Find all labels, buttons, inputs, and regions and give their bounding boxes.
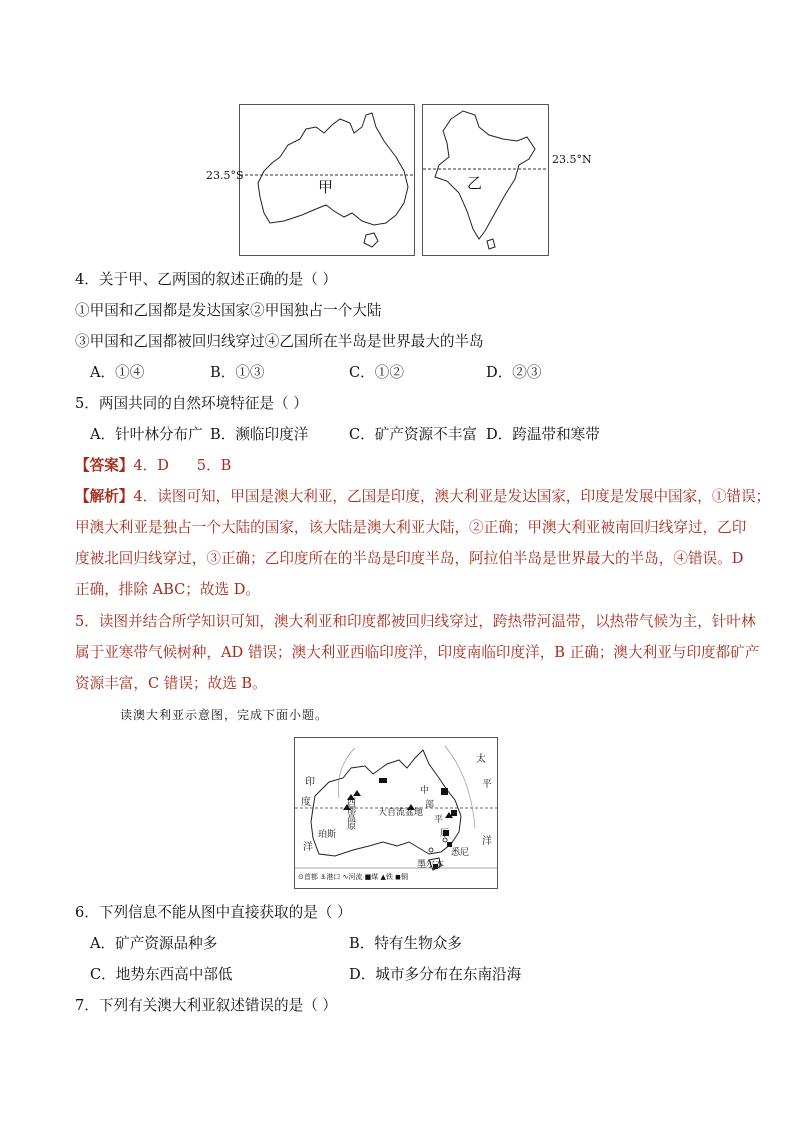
analysis-line-4: 正确，排除 ABC；故选 D。 xyxy=(75,581,261,598)
figure2-ocean-right-3: 洋 xyxy=(482,836,492,847)
india-outline xyxy=(423,105,548,255)
figure2-intro: 读澳大利亚示意图，完成下面小题。 xyxy=(120,708,329,722)
figure2-legend: ⊙首都 ⚓港口 ∿河流 ■煤 ▲铁 ◼铜 xyxy=(298,873,408,881)
figure2-central-2: 部 xyxy=(425,800,435,810)
lat-north-label: 23.5°N xyxy=(552,153,592,166)
label-yi: 乙 xyxy=(467,174,483,192)
analysis-line-5: 5．读图并结合所学知识可知，澳大利亚和印度都被回归线穿过，跨热带河温带，以热带气候为主，针叶林 xyxy=(75,613,756,630)
figure2-central-3: 平 xyxy=(434,815,444,825)
q4-option-a: A．①④ xyxy=(90,364,145,381)
figure2-ocean-left-1: 印 xyxy=(305,777,315,788)
q4-option-c: C．①② xyxy=(349,364,404,381)
analysis-tag: 【解析】 xyxy=(75,488,134,505)
answer-text: 4．D 5．B xyxy=(133,457,232,474)
analysis-line-3: 度被北回归线穿过，③正确；乙印度所在的半岛是印度半岛，阿拉伯半岛是世界最大的半岛，④错误。D xyxy=(75,550,744,567)
figure2-plateau-2: 部 xyxy=(347,806,357,816)
figure2-central-1: 中 xyxy=(420,786,430,796)
analysis-line-2: 甲澳大利亚是独占一个大陆的国家，该大陆是澳大利亚大陆，②正确；甲澳大利亚被南回归线穿过，乙印 xyxy=(75,519,747,536)
figure2-plateau-1: 西 xyxy=(347,798,357,808)
figure2-ocean-left-3: 洋 xyxy=(303,842,313,853)
answer-tag: 【答案】 xyxy=(75,457,134,474)
analysis-line-7: 资源丰富，C 错误；故选 B。 xyxy=(75,675,267,692)
figure2-desert-label: 大自流盆地 xyxy=(378,808,424,818)
figure2-ocean-right-1: 太 xyxy=(476,754,486,765)
q5-option-c: C．矿产资源不丰富 xyxy=(349,426,477,443)
q6-option-d: D．城市多分布在东南沿海 xyxy=(349,966,522,983)
answer-line xyxy=(75,456,231,476)
analysis-line-6: 属于亚寒带气候树种，AD 错误；澳大利亚西临印度洋，印度南临印度洋，B 正确；澳大利亚与印度都矿产 xyxy=(75,644,760,661)
figure2-city-sydney: 悉尼 xyxy=(451,848,470,858)
q4-option-d: D．②③ xyxy=(486,364,542,381)
q4-option-b: B．①③ xyxy=(210,364,265,381)
figure2-ocean-left-2: 度 xyxy=(301,797,311,808)
analysis-line-1 xyxy=(75,487,770,507)
analysis-text-1: 4．读图可知，甲国是澳大利亚，乙国是印度，澳大利亚是发达国家，印度是发展中国家，①错误； xyxy=(133,488,771,505)
q6-stem: 6．下列信息不能从图中直接获取的是（ ） xyxy=(75,904,352,921)
figure2-central-4: 原 xyxy=(440,829,450,839)
q5-option-a: A．针叶林分布广 xyxy=(90,426,203,443)
figure2-city-perth: 珀斯 xyxy=(318,830,337,840)
q4-stem: 4．关于甲、乙两国的叙述正确的是（ ） xyxy=(75,271,338,288)
label-jia: 甲 xyxy=(318,178,334,196)
figure2-plateau-3: 高 xyxy=(347,814,357,824)
q4-statement-1: ①甲国和乙国都是发达国家②甲国独占一个大陆 xyxy=(75,302,382,319)
q6-option-a: A．矿产资源品种多 xyxy=(90,935,218,952)
figure2-ocean-right-2: 平 xyxy=(482,779,492,790)
q6-option-c: C．地势东西高中部低 xyxy=(90,966,233,983)
india-map-figure xyxy=(422,104,549,256)
q6-option-b: B．特有生物众多 xyxy=(349,935,462,952)
q4-statement-2: ③甲国和乙国都被回归线穿过④乙国所在半岛是世界最大的半岛 xyxy=(75,333,484,350)
figure2-city-melbourne: 墨尔本 xyxy=(417,860,445,870)
lat-south-label: 23.5°S xyxy=(206,169,244,182)
q5-option-b: B．濒临印度洋 xyxy=(210,426,309,443)
figure2-plateau-4: 原 xyxy=(347,822,357,832)
q5-stem: 5．两国共同的自然环境特征是（ ） xyxy=(75,395,308,412)
q5-option-d: D．跨温带和寒带 xyxy=(486,426,600,443)
q7-stem: 7．下列有关澳大利亚叙述错误的是（ ） xyxy=(75,997,338,1014)
